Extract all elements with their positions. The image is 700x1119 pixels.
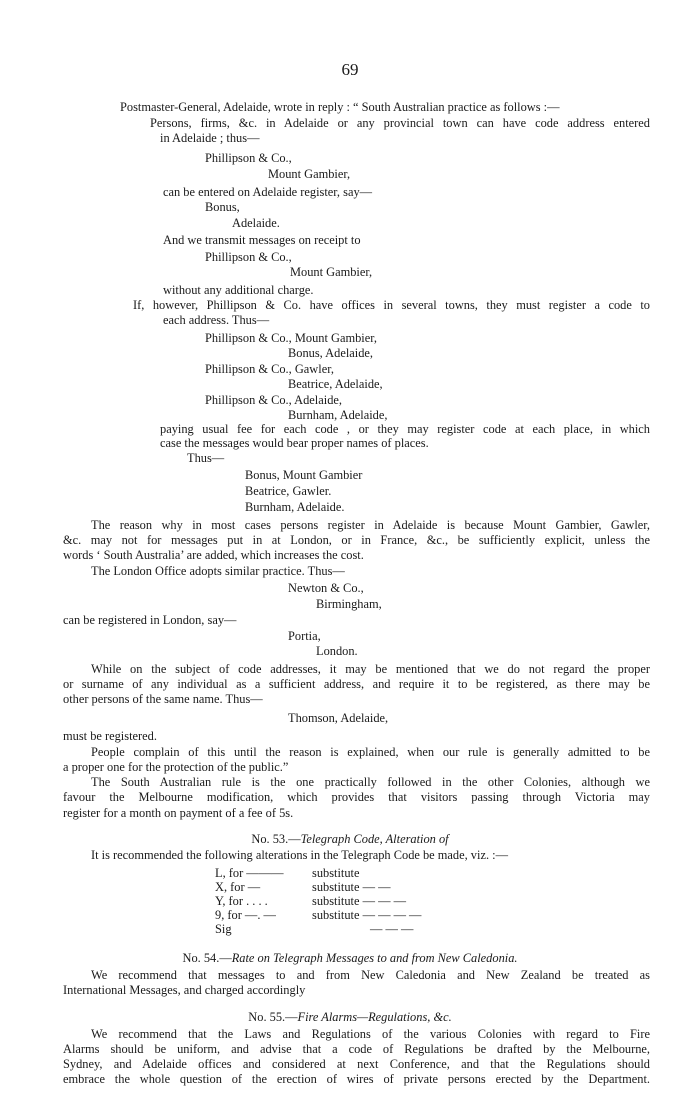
text-line: Burnham, Adelaide, [288,408,388,422]
text-line: The South Australian rule is the one practically followed in the other Colonies, although we [91,775,650,789]
text-line: Thus— [187,451,225,465]
text-line: &c. may not for messages put in at London, or in France, &c., be sufficiently explicit, unless the [63,533,650,547]
code-row-right: — — — [370,922,414,936]
text-line: Bonus, Adelaide, [288,346,374,360]
text-line: Phillipson & Co., [205,250,292,264]
text-line: a proper one for the protection of the public.” [63,760,289,774]
text-line: Phillipson & Co., Gawler, [205,362,334,376]
text-line: Phillipson & Co., Adelaide, [205,393,342,407]
text-line: Beatrice, Gawler. [245,484,332,498]
text-line: each address. Thus— [163,313,270,327]
text-line: can be entered on Adelaide register, say— [163,185,373,199]
text-line: Adelaide. [232,216,280,230]
text-line: Phillipson & Co., [205,151,292,165]
section-heading-54: No. 54.—Rate on Telegraph Messages to and from New Caledonia. [182,951,518,965]
text-line: or surname of any individual as a sufficient address, and require it to be registered, as there may be [63,677,650,691]
section-heading-55: No. 55.—Fire Alarms—Regulations, &c. [248,1010,452,1024]
text-line: Sydney, and Adelaide offices and considered at next Conference, and that the Regulations should [63,1057,650,1071]
text-line: And we transmit messages on receipt to [163,233,361,247]
text-line: paying usual fee for each code , or they may register code at each place, in which [160,422,650,436]
text-line: London. [316,644,358,658]
code-row-right: substitute — — — [312,894,406,908]
code-row-left: 9, for —. — [215,908,276,922]
code-row-left: L, for ——— [215,866,284,880]
text-line: Bonus, [205,200,240,214]
text-line: register for a month on payment of a fee of 5s. [63,806,294,820]
text-line: While on the subject of code addresses, it may be mentioned that we do not regard the proper [91,662,650,676]
text-line: Alarms should be uniform, and advise that a code of Regulations be drafted by the Melbourne, [63,1042,650,1056]
text-line: If, however, Phillipson & Co. have offices in several towns, they must register a code to [133,298,650,312]
text-line: other persons of the same name. Thus— [63,692,263,706]
section-heading-53: No. 53.—Telegraph Code, Alteration of [251,832,449,846]
text-line: Postmaster-General, Adelaide, wrote in reply : “ South Australian practice as follows :— [120,100,560,114]
text-line: We recommend that the Laws and Regulations of the various Colonies with regard to Fire [91,1027,650,1041]
text-line: Portia, [288,629,321,643]
code-row-right: substitute — — [312,880,391,894]
text-line: favour the Melbourne modification, which provides that visitors passing through Victoria may [63,790,650,804]
text-line: can be registered in London, say— [63,613,237,627]
text-line: embrace the whole question of the erection of wires of private persons erected by the Department. [63,1072,650,1086]
text-line: International Messages, and charged accordingly [63,983,306,997]
text-line: Bonus, Mount Gambier [245,468,363,482]
code-row-left: Y, for . . . . [215,894,268,908]
text-line: Phillipson & Co., Mount Gambier, [205,331,377,345]
page-number: 69 [341,60,359,79]
text-line: It is recommended the following alterations in the Telegraph Code be made, viz. :— [91,848,508,862]
code-row-right: substitute [312,866,360,880]
text-line: Persons, firms, &c. in Adelaide or any provincial town can have code address entered [150,116,650,130]
text-line: People complain of this until the reason is explained, when our rule is generally admitted to be [91,745,650,759]
text-line: Mount Gambier, [290,265,373,279]
text-line: without any additional charge. [163,283,314,297]
text-line: Thomson, Adelaide, [288,711,389,725]
text-line: case the messages would bear proper names of places. [160,436,429,450]
text-line: Beatrice, Adelaide, [288,377,383,391]
text-line: We recommend that messages to and from New Caledonia and New Zealand be treated as [91,968,650,982]
text-line: Birmingham, [316,597,382,611]
text-line: The reason why in most cases persons register in Adelaide is because Mount Gambier, Gawler, [91,518,650,532]
text-line: must be registered. [63,729,157,743]
code-row-right: substitute — — — — [312,908,422,922]
code-row-left: X, for — [215,880,261,894]
text-line: words ‘ South Australia’ are added, which increases the cost. [63,548,364,562]
text-line: in Adelaide ; thus— [160,131,260,145]
code-row-left: Sig [215,922,232,936]
text-line: The London Office adopts similar practice. Thus— [91,564,345,578]
text-line: Mount Gambier, [268,167,351,181]
text-line: Newton & Co., [288,581,364,595]
text-line: Burnham, Adelaide. [245,500,345,514]
